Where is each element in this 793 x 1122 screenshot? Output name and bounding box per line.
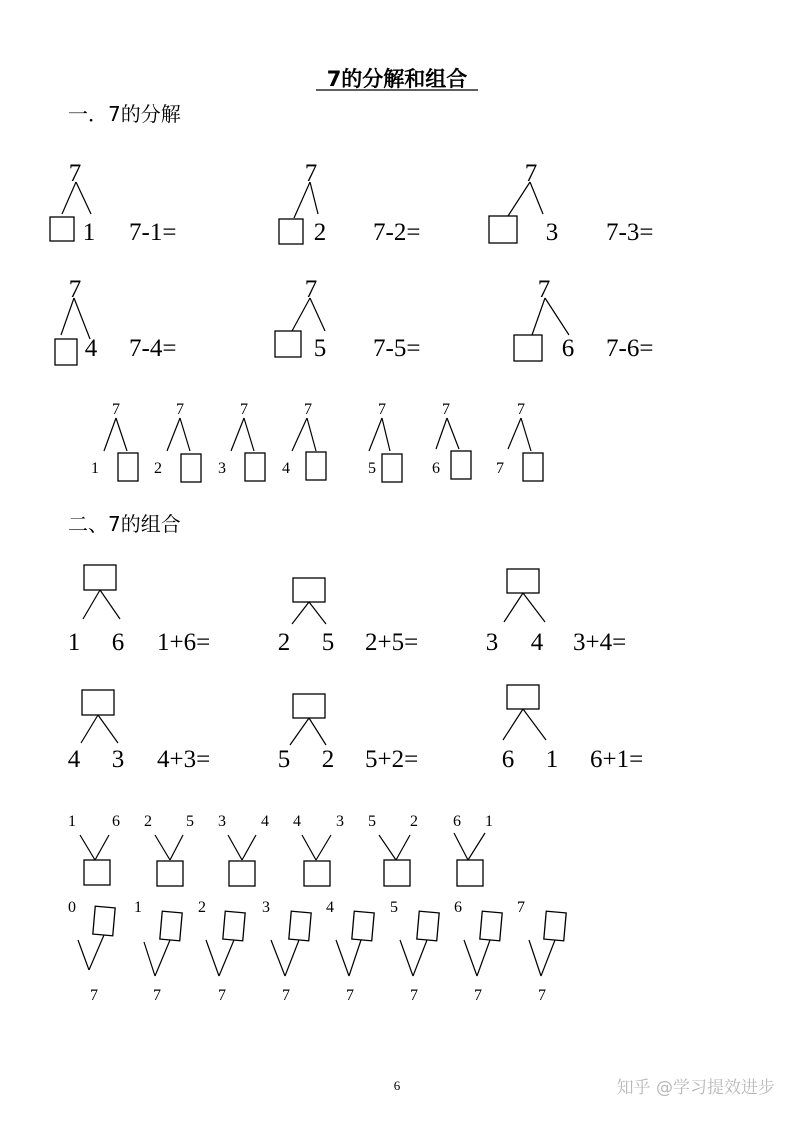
mini-tree-bottom: 7 <box>282 987 290 1004</box>
answer-box <box>382 454 402 482</box>
branch-line <box>76 182 91 214</box>
branch-line <box>100 590 120 619</box>
tree-left-part: 4 <box>67 746 81 773</box>
branch-line <box>98 715 118 743</box>
branch-line <box>336 940 349 976</box>
branch-line <box>219 940 234 976</box>
mini-tree-right: 3 <box>336 813 344 830</box>
tree-known-part: 3 <box>545 219 559 246</box>
mini-tree-bottom: 7 <box>538 987 546 1004</box>
answer-box <box>82 690 114 715</box>
subtraction-equation: 7-2= <box>373 219 421 246</box>
branch-line <box>379 835 396 860</box>
tree-known-part: 1 <box>82 219 96 246</box>
branch-line <box>61 298 74 335</box>
mini-tree-top: 7 <box>442 401 450 418</box>
branch-line <box>369 418 382 451</box>
branch-line <box>503 709 523 740</box>
branch-line <box>231 418 244 451</box>
tree-left-part: 3 <box>485 629 499 656</box>
mini-tree-bottom: 7 <box>218 987 226 1004</box>
watermark: 知乎 @学习提效进步 <box>616 1078 775 1098</box>
mini-tree-known: 5 <box>390 899 398 916</box>
answer-box <box>84 565 116 590</box>
mini-tree-bottom: 7 <box>346 987 354 1004</box>
mini-tree-top: 7 <box>176 401 184 418</box>
answer-box <box>55 339 77 365</box>
branch-line <box>468 833 485 860</box>
tree-top-number: 7 <box>524 160 538 187</box>
composition-small-group <box>68 813 493 886</box>
mini-tree-top: 7 <box>517 401 525 418</box>
answer-box <box>293 694 325 718</box>
branch-line <box>523 593 545 622</box>
branch-line <box>180 418 190 451</box>
section-heading-decomposition: 一．7的分解 <box>68 102 181 126</box>
branch-line <box>155 940 170 976</box>
branch-line <box>316 835 331 860</box>
answer-box <box>507 685 539 709</box>
mini-tree-known: 0 <box>68 899 76 916</box>
branch-line <box>400 940 413 976</box>
mini-tree-top: 7 <box>112 401 120 418</box>
answer-box <box>417 911 439 941</box>
tree-right-part: 4 <box>530 629 544 656</box>
branch-line <box>155 835 170 860</box>
branch-line <box>508 418 521 449</box>
branch-line <box>413 940 427 976</box>
branch-line <box>81 715 98 743</box>
mini-tree-top: 7 <box>378 401 386 418</box>
addition-equation: 6+1= <box>590 746 644 773</box>
branch-line <box>349 940 361 976</box>
tree-top-number: 7 <box>68 160 82 187</box>
mini-tree-known: 4 <box>326 899 334 916</box>
branch-line <box>271 940 285 976</box>
answer-box <box>507 569 539 593</box>
mini-tree-right: 5 <box>186 813 194 830</box>
branch-line <box>504 593 523 622</box>
branch-line <box>309 718 326 745</box>
mini-tree-known: 2 <box>198 899 206 916</box>
mini-tree-left: 6 <box>453 813 461 830</box>
answer-box <box>352 911 374 941</box>
branch-line <box>309 602 326 624</box>
answer-box <box>118 453 138 481</box>
branch-line <box>292 418 307 451</box>
tree-right-part: 5 <box>321 629 335 656</box>
branch-line <box>523 709 546 740</box>
branch-line <box>521 418 531 451</box>
answer-box <box>489 216 517 243</box>
answer-box <box>514 335 542 361</box>
answer-box <box>544 911 566 941</box>
branch-line <box>436 418 447 449</box>
mini-tree-left: 4 <box>293 813 301 830</box>
answer-box <box>293 578 325 602</box>
addition-equation: 4+3= <box>157 746 211 773</box>
tree-known-part: 5 <box>313 335 327 362</box>
answer-box <box>181 454 201 482</box>
mini-tree-bottom: 7 <box>474 987 482 1004</box>
answer-box <box>304 861 330 886</box>
tree-top-number: 7 <box>537 276 551 303</box>
branch-line <box>95 835 109 860</box>
tree-known-part: 4 <box>84 335 98 362</box>
mini-tree-bottom: 7 <box>410 987 418 1004</box>
answer-box <box>223 911 245 941</box>
branch-line <box>307 418 316 451</box>
branch-line <box>144 942 155 976</box>
mini-tree-right: 2 <box>410 813 418 830</box>
branch-line <box>292 298 310 331</box>
mini-tree-known: 7 <box>517 899 525 916</box>
mini-tree-known: 5 <box>368 460 376 477</box>
branch-line <box>116 418 127 451</box>
tree-top-number: 7 <box>68 276 82 303</box>
answer-box <box>306 452 326 480</box>
tree-right-part: 1 <box>545 746 559 773</box>
answer-box <box>451 451 471 479</box>
addition-equation: 3+4= <box>573 629 627 656</box>
tree-left-part: 2 <box>277 629 291 656</box>
answer-box <box>157 861 183 886</box>
mini-tree-bottom: 7 <box>153 987 161 1004</box>
branch-line <box>310 298 325 331</box>
answer-box <box>245 453 265 481</box>
page-number: 6 <box>393 1078 401 1093</box>
branch-line <box>302 835 316 860</box>
composition-large-group <box>68 565 643 773</box>
mini-tree-top: 7 <box>240 401 248 418</box>
answer-box <box>289 911 311 941</box>
branch-line <box>89 935 104 970</box>
answer-box <box>384 860 410 886</box>
tree-left-part: 5 <box>277 746 291 773</box>
branch-line <box>83 590 100 619</box>
tree-left-part: 6 <box>501 746 515 773</box>
mini-tree-known: 4 <box>282 460 290 477</box>
tree-left-part: 1 <box>67 629 81 656</box>
page-title: 7的分解和组合 <box>326 67 468 91</box>
mini-tree-known: 1 <box>134 899 142 916</box>
decomposition-small-group <box>91 401 543 482</box>
section-heading-composition: 二、7的组合 <box>68 512 181 536</box>
branch-line <box>396 835 410 860</box>
answer-box <box>84 860 110 885</box>
completion-small-group <box>68 899 566 1004</box>
branch-line <box>167 418 180 451</box>
branch-line <box>532 298 545 335</box>
mini-tree-known: 6 <box>432 460 440 477</box>
answer-box <box>480 911 502 941</box>
addition-equation: 1+6= <box>157 629 211 656</box>
answer-box <box>50 217 74 241</box>
mini-tree-known: 6 <box>454 899 462 916</box>
subtraction-equation: 7-1= <box>129 219 177 246</box>
addition-equation: 5+2= <box>365 746 419 773</box>
tree-known-part: 2 <box>313 219 327 246</box>
branch-line <box>290 718 309 745</box>
mini-tree-right: 1 <box>485 813 493 830</box>
mini-tree-known: 7 <box>496 460 504 477</box>
mini-tree-left: 3 <box>218 813 226 830</box>
branch-line <box>477 940 490 976</box>
branch-line <box>228 835 242 860</box>
mini-tree-right: 6 <box>112 813 120 830</box>
mini-tree-known: 3 <box>218 460 226 477</box>
branch-line <box>285 940 299 976</box>
answer-box <box>457 860 483 886</box>
answer-box <box>275 331 301 357</box>
addition-equation: 2+5= <box>365 629 419 656</box>
mini-tree-left: 2 <box>144 813 152 830</box>
decomposition-large-group <box>50 160 653 365</box>
branch-line <box>508 182 530 216</box>
answer-box <box>93 906 115 936</box>
branch-line <box>170 835 183 860</box>
answer-box <box>523 453 543 481</box>
tree-known-part: 6 <box>561 335 575 362</box>
answer-box <box>279 219 303 244</box>
subtraction-equation: 7-6= <box>606 335 654 362</box>
branch-line <box>294 182 310 218</box>
mini-tree-known: 1 <box>91 460 99 477</box>
branch-line <box>541 940 555 976</box>
branch-line <box>464 940 477 976</box>
mini-tree-bottom: 7 <box>90 987 98 1004</box>
subtraction-equation: 7-4= <box>129 335 177 362</box>
tree-right-part: 6 <box>111 629 125 656</box>
branch-line <box>529 940 541 976</box>
branch-line <box>104 418 116 451</box>
tree-top-number: 7 <box>304 276 318 303</box>
subtraction-equation: 7-5= <box>373 335 421 362</box>
branch-line <box>447 418 459 449</box>
subtraction-equation: 7-3= <box>606 219 654 246</box>
answer-box <box>229 861 255 886</box>
branch-line <box>206 940 219 976</box>
branch-line <box>78 940 89 970</box>
tree-top-number: 7 <box>304 160 318 187</box>
tree-right-part: 3 <box>111 746 125 773</box>
mini-tree-known: 2 <box>154 460 162 477</box>
branch-line <box>454 833 468 860</box>
branch-line <box>545 298 569 335</box>
branch-line <box>244 418 254 451</box>
branch-line <box>292 602 309 624</box>
branch-line <box>74 298 90 339</box>
mini-tree-known: 3 <box>262 899 270 916</box>
mini-tree-left: 5 <box>368 813 376 830</box>
mini-tree-left: 1 <box>68 813 76 830</box>
branch-line <box>242 835 256 860</box>
branch-line <box>382 418 390 451</box>
answer-box <box>160 911 182 941</box>
tree-right-part: 2 <box>321 746 335 773</box>
branch-line <box>80 835 95 860</box>
mini-tree-top: 7 <box>304 401 312 418</box>
mini-tree-right: 4 <box>261 813 269 830</box>
